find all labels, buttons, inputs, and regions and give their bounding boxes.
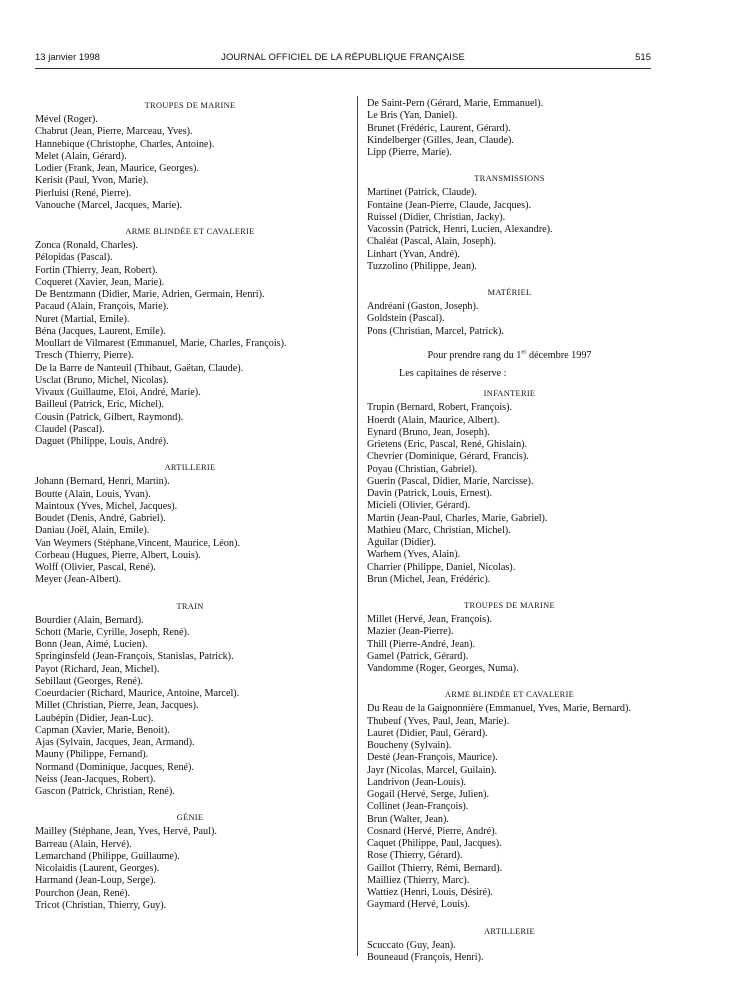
list-item: Pons (Christian, Marcel, Patrick).	[367, 325, 504, 337]
list-item: Fontaine (Jean-Pierre, Claude, Jacques).	[367, 199, 532, 211]
list-item: Guerin (Pascal, Didier, Marie, Narcisse).	[367, 475, 534, 487]
list-item: Andréani (Gaston, Joseph).	[367, 301, 479, 312]
list-item: De la Barre de Nanteuil (Thibaut, Gaëtan, Claude).	[35, 362, 244, 374]
page-number: 515	[635, 52, 651, 63]
list-item: Micieli (Olivier, Gérard).	[367, 500, 471, 512]
list-item: Gogail (Hervé, Serge, Julien).	[367, 789, 490, 800]
list-item: Fortin (Thierry, Jean, Robert).	[35, 264, 158, 276]
rank-date-line: Pour prendre rang du 1er décembre 1997	[427, 348, 592, 361]
section-heading: TRAIN	[176, 601, 204, 611]
list-item: Lipp (Pierre, Marie).	[367, 147, 452, 158]
list-item: Bonn (Jean, Aimé, Lucien).	[35, 639, 148, 650]
name-list	[367, 940, 652, 965]
header-rule	[35, 68, 651, 69]
name-list	[35, 476, 345, 586]
list-item: De Bentzmann (Didier, Marie, Adrien, Germain, Henri).	[35, 289, 265, 300]
list-item: Landrivon (Jean-Louis).	[367, 776, 467, 788]
list-item: Springinsfeld (Jean-François, Stanislas, Patrick).	[35, 651, 234, 663]
list-item: Boutte (Alain, Louis, Yvan).	[35, 488, 151, 500]
list-item: Melet (Alain, Gérard).	[35, 150, 127, 162]
list-item: Le Bris (Yan, Daniel).	[367, 110, 458, 122]
list-item: Collinet (Jean-François).	[367, 801, 469, 813]
name-list	[35, 615, 345, 799]
list-item: Tricot (Christian, Thierry, Guy).	[35, 899, 167, 911]
journal-title: JOURNAL OFFICIEL DE LA RÉPUBLIQUE FRANÇAISE	[221, 52, 465, 63]
list-item: Trupin (Bernard, Robert, François).	[367, 402, 513, 414]
list-item: Wattiez (Henri, Louis, Désiré).	[367, 887, 493, 898]
section-heading: ARME BLINDÉE ET CAVALERIE	[444, 690, 575, 700]
list-item: De Saint-Pern (Gérard, Marie, Emmanuel).	[367, 98, 544, 109]
list-item: Barreau (Alain, Hervé).	[35, 838, 132, 850]
list-item: Mailley (Stéphane, Jean, Yves, Hervé, Paul).	[35, 826, 217, 838]
list-item: Mével (Roger).	[35, 114, 98, 125]
left-column	[35, 98, 345, 912]
list-item: Harmand (Jean-Loup, Serge).	[35, 875, 156, 887]
reserve-captains-line: Les capitaines de réserve :	[399, 368, 507, 379]
list-item: Sebillaut (Georges, René).	[35, 675, 143, 687]
list-item: Laubépin (Didier, Jean-Luc).	[35, 712, 154, 724]
list-item: Martinet (Patrick, Claude).	[367, 187, 477, 199]
list-item: Capman (Xavier, Marie, Benoit).	[35, 724, 170, 736]
issue-date: 13 janvier 1998	[35, 52, 100, 63]
list-item: Mauny (Philippe, Fernand).	[35, 749, 149, 761]
list-item: Bailleul (Patrick, Eric, Michel).	[35, 399, 165, 411]
list-item: Millet (Hervé, Jean, François).	[367, 614, 493, 625]
list-item: Martin (Jean-Paul, Charles, Marie, Gabriel).	[367, 512, 548, 524]
list-item: Vandomme (Roger, Georges, Numa).	[367, 663, 519, 674]
right-column	[367, 98, 652, 964]
section-heading: ARME BLINDÉE ET CAVALERIE	[125, 227, 255, 236]
list-item: Linhart (Yvan, André).	[367, 248, 460, 260]
list-item: Vacossin (Patrick, Henri, Lucien, Alexandre).	[367, 224, 553, 235]
list-item: Daguet (Philippe, Louis, André).	[35, 436, 169, 447]
list-item: Meyer (Jean-Albert).	[35, 574, 121, 586]
list-item: Nicolaidis (Laurent, Georges).	[35, 863, 160, 874]
list-item: Boucheny (Sylvain).	[367, 740, 452, 751]
name-list	[367, 614, 652, 675]
section-heading: GÉNIE	[176, 813, 204, 823]
list-item: Cosnard (Hervé, Pierre, André).	[367, 825, 498, 837]
name-list	[367, 301, 652, 338]
list-item: Mailliez (Thierry, Marc).	[367, 874, 470, 886]
name-list	[367, 98, 652, 159]
list-item: Rose (Thierry, Gérard).	[367, 850, 463, 862]
list-item: Boudet (Denis, André, Gabriel).	[35, 513, 166, 524]
list-item: Cousin (Patrick, Gilbert, Raymond).	[35, 411, 184, 423]
name-list	[35, 826, 345, 912]
list-item: Mazier (Jean-Pierre).	[367, 626, 454, 638]
list-item: Thubeuf (Yves, Paul, Jean, Marie).	[367, 715, 510, 727]
list-item: Chevrier (Dominique, Gérard, Francis).	[367, 451, 529, 463]
list-item: Grietens (Eric, Pascal, René, Ghislain).	[367, 439, 528, 450]
list-item: Béna (Jacques, Laurent, Emile).	[35, 325, 166, 337]
list-item: Tresch (Thierry, Pierre).	[35, 350, 134, 362]
section-heading: TRANSMISSIONS	[474, 174, 545, 184]
list-item: Gaillot (Thierry, Rémi, Bernard).	[367, 862, 503, 874]
list-item: Normand (Dominique, Jacques, René).	[35, 761, 194, 773]
list-item: Hoerdt (Alain, Maurice, Albert).	[367, 414, 500, 426]
name-list	[35, 114, 345, 212]
list-item: Du Reau de la Gaignonnière (Emmanuel, Yves, Marie, Bernard).	[367, 703, 631, 715]
list-item: Gamel (Patrick, Gérard).	[367, 650, 469, 662]
list-item: Pélopidas (Pascal).	[35, 252, 113, 264]
section-heading: ARTILLERIE	[484, 926, 535, 936]
list-item: Ajas (Sylvain, Jacques, Jean, Armand).	[35, 737, 195, 748]
list-item: Scuccato (Guy, Jean).	[367, 939, 456, 951]
list-item: Gascon (Patrick, Christian, René).	[35, 786, 175, 797]
list-item: Brun (Walter, Jean).	[367, 813, 449, 825]
list-item: Millet (Christian, Pierre, Jean, Jacques).	[35, 700, 199, 712]
list-item: Corbeau (Hugues, Pierre, Albert, Louis).	[35, 549, 201, 561]
list-item: Jayr (Nicolas, Marcel, Guilain).	[367, 764, 497, 776]
list-item: Usclat (Bruno, Michel, Nicolas).	[35, 374, 169, 386]
list-item: Schott (Marie, Cyrille, Joseph, René).	[35, 626, 190, 638]
list-item: Maintoux (Yves, Michel, Jacques).	[35, 500, 178, 512]
section-heading: INFANTERIE	[483, 389, 536, 399]
list-item: Ruissel (Didier, Christian, Jacky).	[367, 211, 506, 223]
list-item: Pacaud (Alain, François, Marie).	[35, 301, 169, 313]
section-heading: TROUPES DE MARINE	[464, 601, 555, 610]
list-item: Zonca (Ronald, Charles).	[35, 240, 138, 251]
list-item: Desté (Jean-François, Maurice).	[367, 752, 498, 764]
name-list	[367, 703, 652, 911]
list-item: Lodier (Frank, Jean, Maurice, Georges).	[35, 163, 199, 174]
list-item: Claudel (Pascal).	[35, 423, 105, 435]
list-item: Tuzzolino (Philippe, Jean).	[367, 260, 477, 272]
list-item: Chaléat (Pascal, Alain, Joseph).	[367, 236, 497, 248]
list-item: Poyau (Christian, Gabriel).	[367, 463, 478, 475]
list-item: Lemarchand (Philippe, Guillaume).	[35, 850, 180, 862]
list-item: Bouneaud (François, Henri).	[367, 951, 484, 963]
list-item: Kindelberger (Gilles, Jean, Claude).	[367, 134, 514, 146]
list-item: Warhem (Yves, Alain).	[367, 549, 461, 561]
list-item: Goldstein (Pascal).	[367, 313, 445, 325]
list-item: Hannebique (Christophe, Charles, Antoine).	[35, 138, 215, 150]
list-item: Vanouche (Marcel, Jacques, Marie).	[35, 199, 183, 211]
list-item: Brun (Michel, Jean, Frédéric).	[367, 573, 491, 585]
list-item: Van Weymers (Stéphane,Vincent, Maurice, Léon).	[35, 537, 240, 549]
list-item: Brunet (Frédéric, Laurent, Gérard).	[367, 122, 511, 134]
list-item: Johann (Bernard, Henri, Martin).	[35, 476, 170, 488]
list-item: Charrier (Philippe, Daniel, Nicolas).	[367, 561, 516, 573]
list-item: Lauret (Didier, Paul, Gérard).	[367, 727, 488, 739]
list-item: Nuret (Martial, Emile).	[35, 313, 130, 325]
list-item: Mathieu (Marc, Christian, Michel).	[367, 524, 511, 536]
section-heading: MATÉRIEL	[487, 288, 532, 297]
list-item: Payot (Richard, Jean, Michel).	[35, 663, 160, 675]
list-item: Chabrut (Jean, Pierre, Marceau, Yves).	[35, 126, 193, 138]
list-item: Moullart de Vilmarest (Emmanuel, Marie, Charles, François).	[35, 338, 287, 349]
name-list	[367, 187, 652, 273]
list-item: Coqueret (Xavier, Jean, Marie).	[35, 276, 165, 288]
list-item: Aguilar (Didier).	[367, 537, 437, 548]
list-item: Bourdier (Alain, Bernard).	[35, 614, 144, 626]
list-item: Coeurdacier (Richard, Maurice, Antoine, Marcel).	[35, 688, 240, 699]
name-list	[35, 240, 345, 448]
list-item: Pierluisi (René, Pierre).	[35, 187, 132, 199]
list-item: Thill (Pierre-André, Jean).	[367, 638, 476, 650]
list-item: Davin (Patrick, Louis, Ernest).	[367, 488, 493, 499]
name-list	[367, 402, 652, 586]
list-item: Pourchon (Jean, René).	[35, 887, 131, 899]
list-item: Eynard (Bruno, Jean, Joseph).	[367, 426, 490, 438]
list-item: Wolff (Olivier, Pascal, René).	[35, 562, 156, 573]
section-heading: TROUPES DE MARINE	[144, 101, 236, 110]
list-item: Gaymard (Hervé, Louis).	[367, 899, 470, 911]
list-item: Caquet (Philippe, Paul, Jacques).	[367, 838, 502, 849]
section-heading: ARTILLERIE	[164, 463, 216, 473]
column-divider	[357, 96, 358, 956]
list-item: Daniau (Joël, Alain, Emile).	[35, 525, 150, 537]
list-item: Neiss (Jean-Jacques, Robert).	[35, 773, 156, 785]
page-header	[35, 52, 651, 66]
list-item: Vivaux (Guillaume, Eloi, André, Marie).	[35, 387, 201, 398]
list-item: Kerisit (Paul, Yvon, Marie).	[35, 175, 149, 187]
